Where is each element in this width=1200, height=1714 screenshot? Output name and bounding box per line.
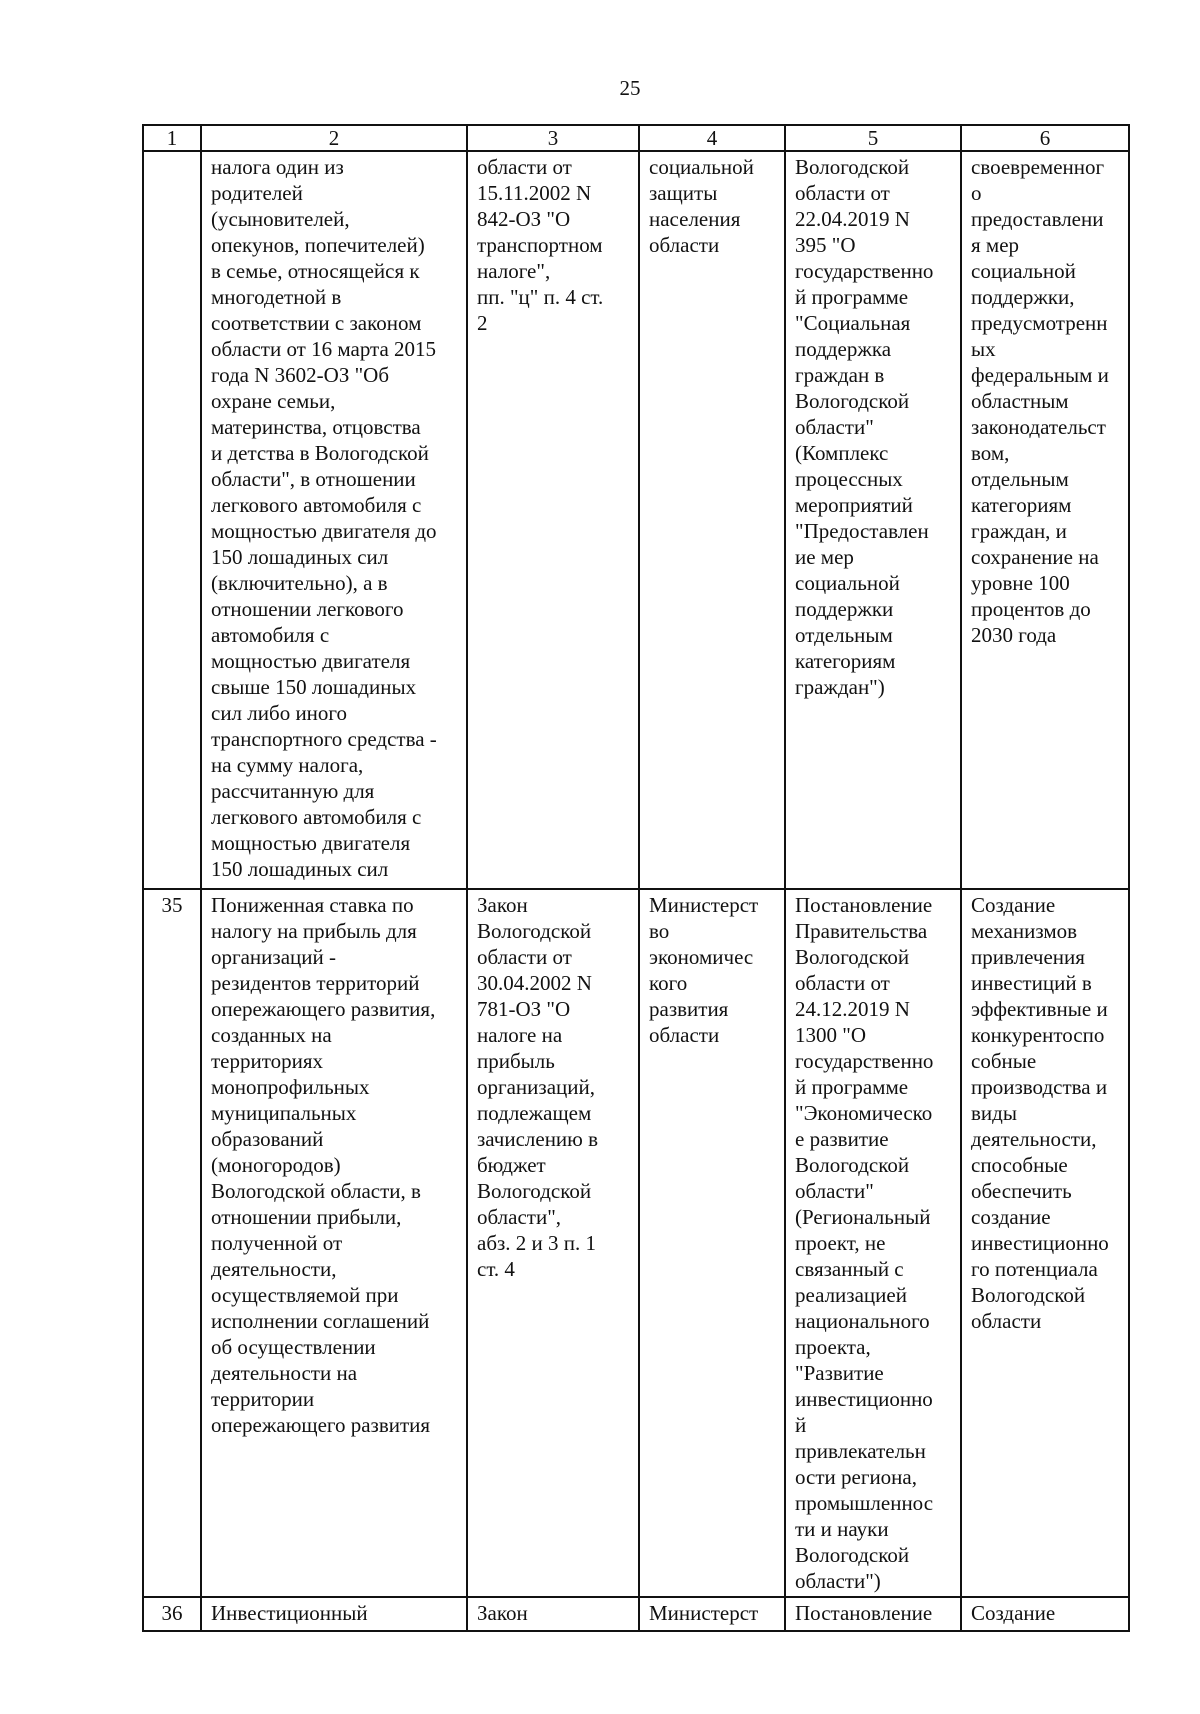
legal-basis-cell: Закон Вологодской области от 30.04.2002 N 781-ОЗ "О налоге на прибыль организаций, подлежащем зачислению в бюджет Вологодской области", абз. 2 и 3 п. 1 ст. 4 [467,889,639,1597]
column-header: 5 [785,125,961,151]
row-number [143,151,201,889]
column-header: 6 [961,125,1129,151]
goal-cell: своевременног о предоставлени я мер социальной поддержки, предусмотренн ых федеральным и областным законодательст вом, отдельным категориям граждан, и сохранение на уровне 100 процентов до 2030 года [961,151,1129,889]
column-header: 3 [467,125,639,151]
benefits-table [142,124,1130,1632]
table-row [143,889,1129,1597]
table-header-row [143,125,1129,151]
page-number: 25 [619,76,641,100]
curator-cell: Министерст [639,1597,785,1631]
table-row [143,151,1129,889]
column-header: 4 [639,125,785,151]
benefit-description-cell: налога один из родителей (усыновителей, опекунов, попечителей) в семье, относящейся к многодетной в соответствии с законом области от 16 марта 2015 года N 3602-ОЗ "Об охране семьи, материнства, отцовства и детства в Вологодской области", в отношении легкового автомобиля с мощностью двигателя до 150 лошадиных сил (включительно), а в отношении легкового автомобиля с мощностью двигателя свыше 150 лошадиных сил либо иного транспортного средства - на сумму налога, рассчитанную для легкового автомобиля с мощностью двигателя 150 лошадиных сил [201,151,467,889]
legal-basis-cell: области от 15.11.2002 N 842-ОЗ "О транспортном налоге", пп. "ц" п. 4 ст. 2 [467,151,639,889]
program-cell: Вологодской области от 22.04.2019 N 395 "О государственно й программе "Социальная поддержка граждан в Вологодской области" (Комплекс процессных мероприятий "Предоставлен ие мер социальной поддержки отдельным категориям граждан") [785,151,961,889]
column-header: 1 [143,125,201,151]
benefit-description-cell: Пониженная ставка по налогу на прибыль для организаций - резидентов территорий опережающего развития, созданных на территориях монопрофильных муниципальных образований (моногородов) Вологодской области, в отношении прибыли, полученной от деятельности, осуществляемой при исполнении соглашений об осуществлении деятельности на территории опережающего развития [201,889,467,1597]
table-row [143,1597,1129,1631]
column-header: 2 [201,125,467,151]
benefit-description-cell: Инвестиционный [201,1597,467,1631]
goal-cell: Создание [961,1597,1129,1631]
legal-basis-cell: Закон [467,1597,639,1631]
curator-cell: Министерст во экономичес кого развития области [639,889,785,1597]
program-cell: Постановление [785,1597,961,1631]
program-cell: Постановление Правительства Вологодской области от 24.12.2019 N 1300 "О государственно й программе "Экономическо е развитие Вологодской области" (Региональный проект, не связанный с реализацией национального проекта, "Развитие инвестиционно й привлекательн ости региона, промышленнос ти и науки Вологодской области") [785,889,961,1597]
row-number: 36 [143,1597,201,1631]
curator-cell: социальной защиты населения области [639,151,785,889]
row-number: 35 [143,889,201,1597]
goal-cell: Создание механизмов привлечения инвестиций в эффективные и конкурентоспо собные производства и виды деятельности, способные обеспечить создание инвестиционно го потенциала Вологодской области [961,889,1129,1597]
